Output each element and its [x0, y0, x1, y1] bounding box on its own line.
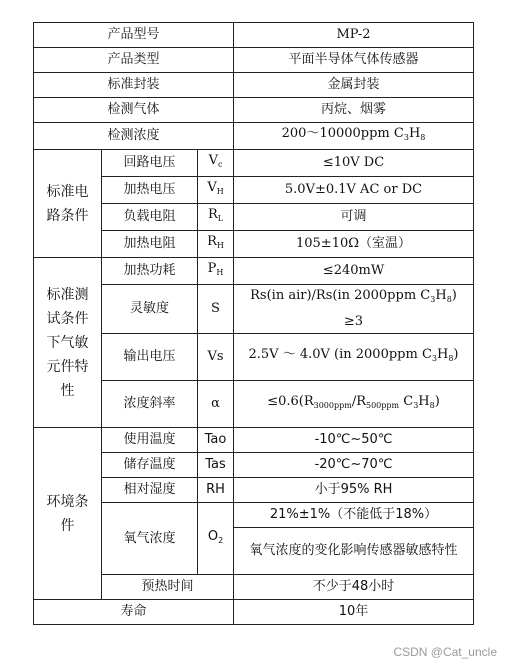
value-heater-power: ≤240mW: [234, 258, 474, 285]
label-use-temp: 使用温度: [102, 428, 198, 453]
value-loop-voltage: ≤10V DC: [234, 150, 474, 177]
value-concentration: 200～10000ppm $C_3H_8$: [234, 123, 474, 150]
label-concentration: 检测浓度: [34, 123, 234, 150]
label-heater-voltage: 加热电压: [102, 177, 198, 204]
label-sensitivity: 灵敏度: [102, 285, 198, 334]
label-oxygen: 氧气浓度: [102, 503, 198, 575]
sym-output-voltage: Vs: [198, 334, 234, 381]
label-loop-voltage: 回路电压: [102, 150, 198, 177]
value-oxygen-note: 氧气浓度的变化影响传感器敏感特性: [234, 528, 474, 575]
label-store-temp: 储存温度: [102, 453, 198, 478]
value-use-temp: -10℃~50℃: [234, 428, 474, 453]
watermark: CSDN @Cat_uncle: [393, 645, 497, 659]
value-heater-voltage: 5.0V±0.1V AC or DC: [234, 177, 474, 204]
row-gas: [34, 98, 474, 123]
value-oxygen-range: 21%±1%（不能低于18%）: [234, 503, 474, 528]
group-circuit: 标准电路条件: [34, 150, 102, 258]
label-package: 标准封装: [34, 73, 234, 98]
sym-use-temp: Tao: [198, 428, 234, 453]
value-package: 金属封装: [234, 73, 474, 98]
value-life: 10年: [234, 600, 474, 625]
sym-load-resistance: $R_L$: [198, 204, 234, 231]
sym-humidity: RH: [198, 478, 234, 503]
row-heater-power: [34, 258, 474, 285]
value-model: MP-2: [234, 23, 474, 48]
group-env: 环境条件: [34, 428, 102, 600]
row-loop-voltage: [34, 150, 474, 177]
label-heater-resistance: 加热电阻: [102, 231, 198, 258]
value-preheat: 不少于48小时: [234, 575, 474, 600]
label-type: 产品类型: [34, 48, 234, 73]
value-sensitivity: Rs(in air)/Rs(in 2000ppm $C_3H_8$) ≥3: [234, 285, 474, 334]
label-life: 寿命: [34, 600, 234, 625]
row-type: [34, 48, 474, 73]
value-load-resistance: 可调: [234, 204, 474, 231]
value-output-voltage: 2.5V ～ 4.0V (in 2000ppm $C_3H_8$): [234, 334, 474, 381]
sym-loop-voltage: $V_c$: [198, 150, 234, 177]
value-type: 平面半导体气体传感器: [234, 48, 474, 73]
label-output-voltage: 输出电压: [102, 334, 198, 381]
sym-heater-resistance: $R_H$: [198, 231, 234, 258]
sym-oxygen: $O_2$: [198, 503, 234, 575]
row-concentration: [34, 123, 474, 150]
row-life: [34, 600, 474, 625]
row-package: [34, 73, 474, 98]
value-concentration-slope: $\le 0.6(R_{3000ppm}/R_{500ppm}$ $C_3H_8$): [234, 381, 474, 428]
sym-heater-power: $P_H$: [198, 258, 234, 285]
label-load-resistance: 负载电阻: [102, 204, 198, 231]
value-heater-resistance: 105±10Ω（室温）: [234, 231, 474, 258]
value-gas: 丙烷、烟雾: [234, 98, 474, 123]
label-model: 产品型号: [34, 23, 234, 48]
label-humidity: 相对湿度: [102, 478, 198, 503]
group-test: 标准测试条件下气敏元件特性: [34, 258, 102, 428]
value-humidity: 小于95% RH: [234, 478, 474, 503]
sym-store-temp: Tas: [198, 453, 234, 478]
label-gas: 检测气体: [34, 98, 234, 123]
spec-table: [33, 22, 474, 625]
label-concentration-slope: 浓度斜率: [102, 381, 198, 428]
label-preheat: 预热时间: [102, 575, 234, 600]
value-store-temp: -20℃~70℃: [234, 453, 474, 478]
sym-heater-voltage: $V_H$: [198, 177, 234, 204]
row-model: [34, 23, 474, 48]
sym-concentration-slope: α: [198, 381, 234, 428]
row-use-temp: [34, 428, 474, 453]
label-heater-power: 加热功耗: [102, 258, 198, 285]
sym-sensitivity: S: [198, 285, 234, 334]
